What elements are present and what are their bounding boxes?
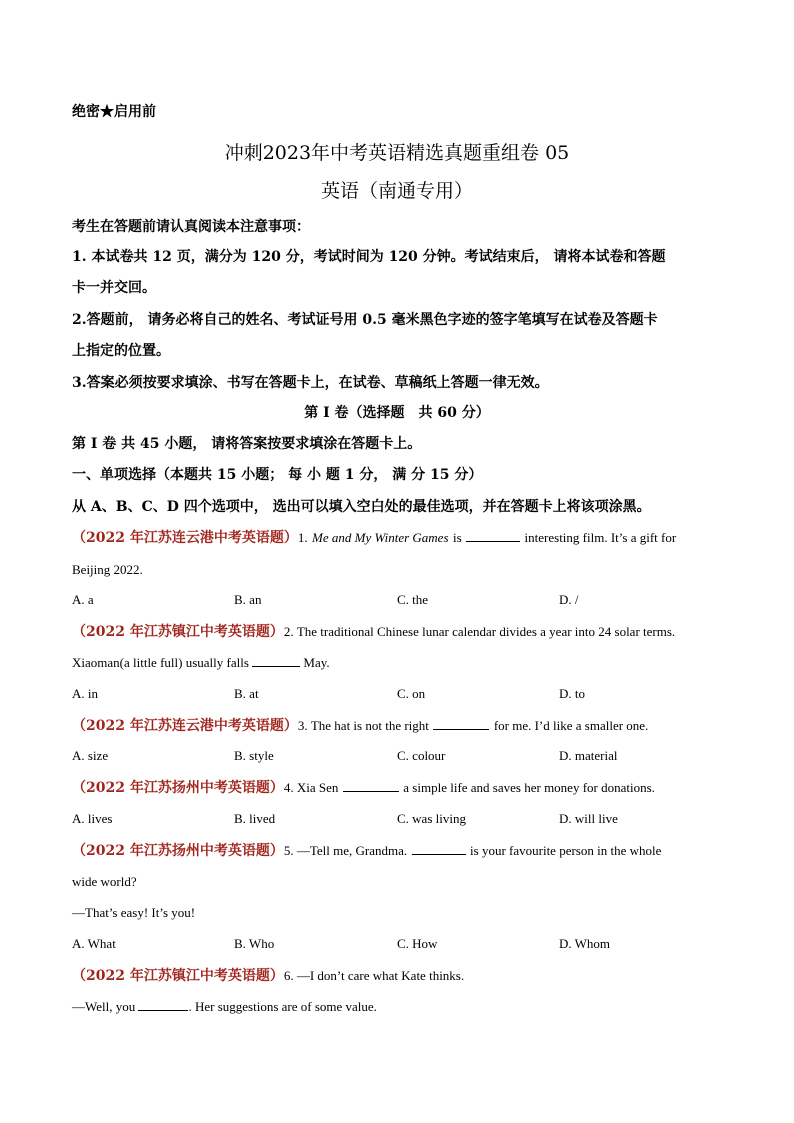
question-text: Xiaoman(a little full) usually falls: [72, 655, 249, 670]
option-d: D. will live: [559, 811, 618, 826]
notice-intro: 考生在答题前请认真阅读本注意事项：: [72, 219, 310, 235]
option-d: D. to: [559, 686, 585, 701]
question-text: 5. —Tell me, Grandma.: [283, 843, 408, 858]
option-b: B. style: [234, 748, 274, 763]
answer-blank: [252, 655, 300, 667]
option-a: A. lives: [72, 811, 113, 826]
question-text: 4. Xia Sen: [283, 780, 339, 795]
question-5-answer-line: —That’s easy! It’s you!: [72, 905, 196, 920]
answer-blank: [343, 780, 399, 792]
question-source: （2022 年江苏连云港中考英语题）: [72, 530, 298, 546]
question-text: 6. —I don’t care what Kate thinks.: [283, 968, 465, 983]
notice-item-1: 1. 本试卷共 12 页，满分为 120 分，考试时间为 120 分钟。考试结束后， 请将本试卷和答题: [72, 249, 666, 265]
question-text: a simple life and saves her money for donations.: [403, 780, 655, 795]
question-text: is your favourite person in the whole: [470, 843, 662, 858]
question-text: interesting film. It’s a gift for: [524, 530, 677, 545]
film-title: Me and My Winter Games: [312, 530, 449, 545]
question-1-stem-cont: Beijing 2022.: [72, 562, 143, 577]
option-c: C. the: [397, 592, 429, 607]
question-source: （2022 年江苏扬州中考英语题）: [72, 780, 284, 796]
question-text: May.: [303, 655, 330, 670]
option-a: A. in: [72, 686, 98, 701]
question-6-stem: [72, 967, 732, 985]
notice-item-1-cont: 卡一并交回。: [72, 280, 156, 296]
answer-blank: [466, 530, 520, 542]
question-2-stem-cont: [72, 654, 732, 672]
question-2-stem: [72, 623, 732, 641]
option-a: A. a: [72, 592, 94, 607]
question-text: 3. The hat is not the right: [297, 718, 429, 733]
option-c: C. on: [397, 686, 426, 701]
question-source: （2022 年江苏镇江中考英语题）: [72, 624, 284, 640]
notice-item-3: 3.答案必须按要求填涂、书写在答题卡上，在试卷、草稿纸上答题一律无效。: [72, 375, 549, 391]
section-instruction: 从 A、B、C、D 四个选项中， 选出可以填入空白处的最佳选项，并在答题卡上将该项涂黑。: [72, 499, 651, 515]
part1-heading: 第 I 卷（选择题 共 60 分）: [304, 405, 490, 421]
option-b: B. at: [234, 686, 259, 701]
answer-blank: [433, 718, 489, 730]
question-1-stem: [72, 529, 732, 547]
question-3-stem: [72, 717, 732, 735]
question-6-stem-cont: [72, 998, 732, 1016]
question-source: （2022 年江苏镇江中考英语题）: [72, 968, 284, 984]
notice-item-2-cont: 上指定的位置。: [72, 343, 170, 359]
question-5-stem: [72, 842, 732, 860]
option-d: D. Whom: [559, 936, 611, 951]
answer-blank: [138, 999, 188, 1011]
option-d: D. /: [559, 592, 579, 607]
answer-blank: [412, 843, 466, 855]
question-4-stem: [72, 779, 732, 797]
question-text: is: [452, 530, 462, 545]
question-text: 2. The traditional Chinese lunar calendar divides a year into 24 solar terms.: [283, 624, 676, 639]
confidential-label: 绝密★启用前: [72, 104, 156, 120]
question-text: . Her suggestions are of some value.: [188, 999, 377, 1014]
option-c: C. was living: [397, 811, 466, 826]
option-d: D. material: [559, 748, 618, 763]
option-a: A. What: [72, 936, 116, 951]
option-b: B. lived: [234, 811, 276, 826]
section-title: 一、单项选择（本题共 15 小题； 每 小 题 1 分， 满 分 15 分）: [72, 467, 483, 483]
part1-description: 第 I 卷 共 45 小题， 请将答案按要求填涂在答题卡上。: [72, 436, 422, 452]
option-c: C. colour: [397, 748, 446, 763]
option-b: B. Who: [234, 936, 275, 951]
question-source: （2022 年江苏扬州中考英语题）: [72, 843, 284, 859]
exam-subtitle: 英语（南通专用）: [320, 180, 473, 202]
question-source: （2022 年江苏连云港中考英语题）: [72, 718, 298, 734]
question-number: 1.: [297, 530, 308, 545]
option-a: A. size: [72, 748, 109, 763]
question-5-stem-cont: wide world?: [72, 874, 137, 889]
question-text: —Well, you: [72, 999, 136, 1014]
option-b: B. an: [234, 592, 262, 607]
question-text: for me. I’d like a smaller one.: [493, 718, 649, 733]
option-c: C. How: [397, 936, 438, 951]
exam-title: 冲刺2023年中考英语精选真题重组卷 05: [224, 142, 570, 164]
notice-item-2: 2.答题前， 请务必将自己的姓名、考试证号用 0.5 毫米黑色字迹的签字笔填写在试卷及答题卡: [72, 312, 658, 328]
